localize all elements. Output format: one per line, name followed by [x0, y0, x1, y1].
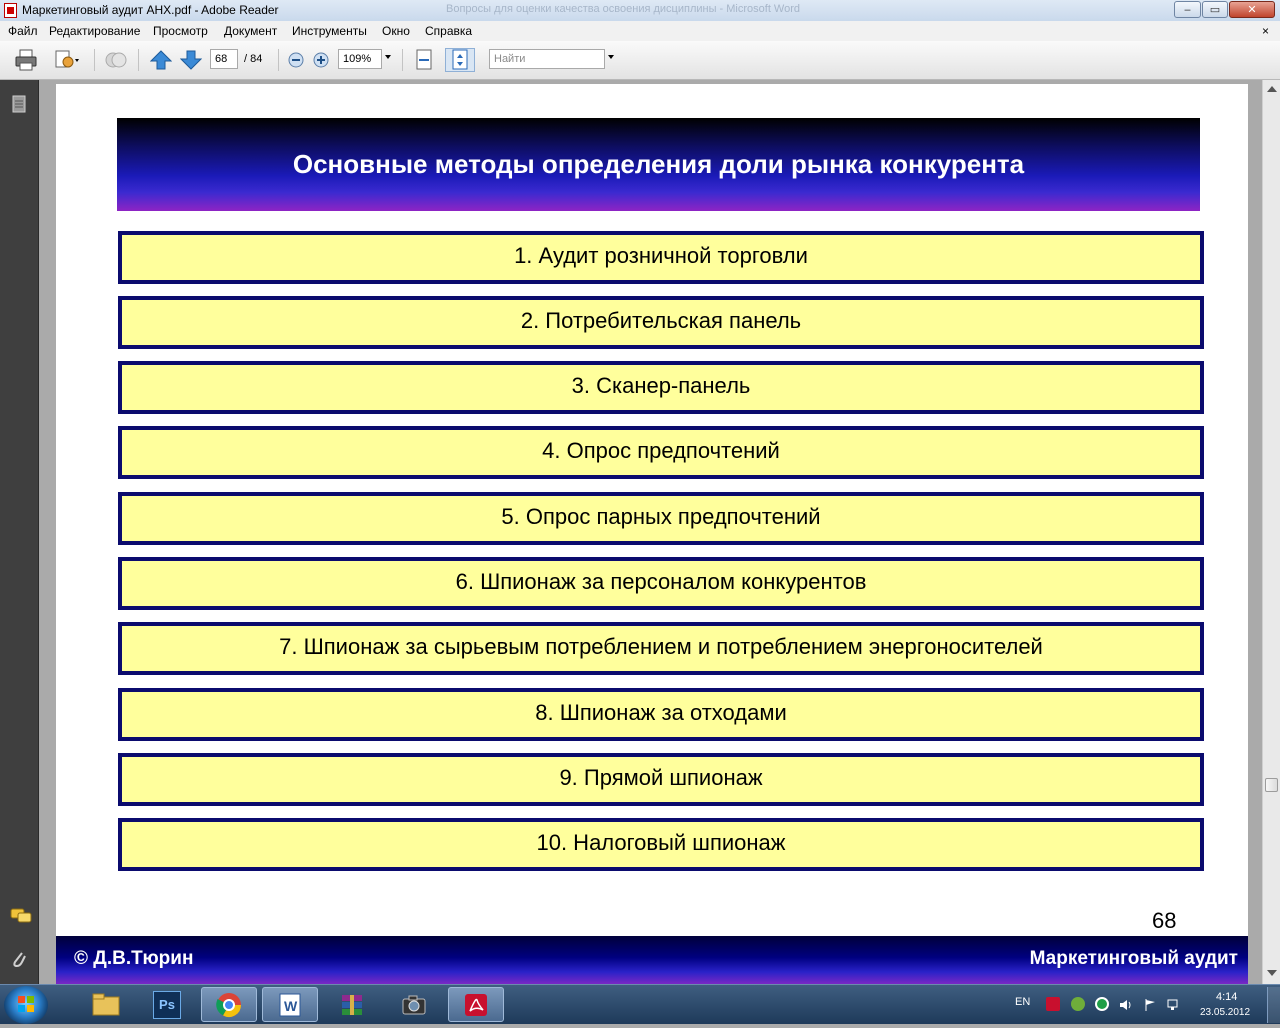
- folder-icon: [90, 991, 122, 1019]
- toolbar-separator: [402, 49, 403, 71]
- language-indicator[interactable]: EN: [1015, 996, 1031, 1008]
- method-item: 7. Шпионаж за сырьевым потреблением и потреблением энергоносителей: [118, 622, 1204, 675]
- chrome-icon: [215, 991, 243, 1019]
- taskbar-winrar[interactable]: [324, 987, 380, 1022]
- printer-icon: [14, 49, 38, 71]
- find-dropdown-arrow-icon[interactable]: [608, 55, 614, 59]
- collaborate-button[interactable]: [102, 48, 130, 72]
- zoom-out-button[interactable]: [286, 48, 306, 72]
- document-review-icon: [54, 49, 80, 71]
- close-button[interactable]: ✕: [1229, 1, 1275, 18]
- show-desktop-button[interactable]: [1267, 987, 1280, 1023]
- zoom-dropdown-arrow-icon[interactable]: [385, 55, 391, 59]
- arrow-up-icon: [150, 49, 172, 71]
- zoom-level-input[interactable]: 109%: [338, 49, 382, 69]
- minimize-button[interactable]: ‒: [1174, 1, 1201, 18]
- action-center-flag-icon[interactable]: [1143, 997, 1157, 1011]
- fit-width-icon: [414, 49, 434, 71]
- page-count-label: / 84: [244, 53, 263, 65]
- footer-course: Маркетинговый аудит: [1029, 948, 1238, 969]
- pages-icon: [10, 94, 28, 114]
- arrow-down-icon: [180, 49, 202, 71]
- paperclip-icon: [10, 948, 28, 970]
- taskbar-explorer[interactable]: [78, 987, 134, 1022]
- menu-window[interactable]: Окно: [382, 24, 410, 38]
- tray-status-icon[interactable]: [1095, 997, 1109, 1011]
- fit-width-button[interactable]: [412, 48, 436, 72]
- menu-tools[interactable]: Инструменты: [292, 24, 367, 38]
- scrollbar-thumb[interactable]: [1265, 778, 1278, 792]
- vertical-scrollbar[interactable]: [1262, 80, 1280, 984]
- method-item: 9. Прямой шпионаж: [118, 753, 1204, 806]
- taskbar-chrome[interactable]: [201, 987, 257, 1022]
- network-icon[interactable]: [1167, 997, 1181, 1011]
- window-title-bar: [0, 0, 1280, 22]
- start-button[interactable]: [4, 986, 48, 1024]
- pdf-file-icon: [4, 3, 17, 18]
- toolbar-separator: [94, 49, 95, 71]
- svg-text:W: W: [284, 997, 298, 1014]
- clock-time[interactable]: 4:14: [1216, 991, 1238, 1003]
- menu-view[interactable]: Просмотр: [153, 24, 208, 38]
- document-close-icon[interactable]: ×: [1262, 24, 1270, 38]
- attachments-panel-button[interactable]: [10, 948, 28, 968]
- method-item: 3. Сканер-панель: [118, 361, 1204, 414]
- volume-icon[interactable]: [1119, 997, 1133, 1011]
- taskbar-photoshop[interactable]: [139, 987, 195, 1022]
- find-input[interactable]: Найти: [489, 49, 605, 69]
- zoom-in-button[interactable]: [311, 48, 331, 72]
- menu-edit[interactable]: Редактирование: [49, 24, 141, 38]
- tray-adobe-icon[interactable]: [1046, 997, 1060, 1011]
- slide-footer: [56, 936, 1248, 984]
- menu-file[interactable]: Файл: [8, 24, 38, 38]
- method-item: 10. Налоговый шпионаж: [118, 818, 1204, 871]
- previous-page-button[interactable]: [149, 48, 173, 72]
- fit-page-icon: [450, 49, 470, 71]
- background-window-title: Вопросы для оценки качества освоения дисциплины - Microsoft Word: [446, 3, 801, 15]
- next-page-button[interactable]: [179, 48, 203, 72]
- method-item: 2. Потребительская панель: [118, 296, 1204, 349]
- toolbar-separator: [278, 49, 279, 71]
- tray-recycle-icon[interactable]: [1071, 997, 1085, 1011]
- zoom-in-icon: [313, 52, 329, 68]
- method-item: 1. Аудит розничной торговли: [118, 231, 1204, 284]
- toolbar-separator: [138, 49, 139, 71]
- navigation-pane: [0, 80, 39, 984]
- method-item: 8. Шпионаж за отходами: [118, 688, 1204, 741]
- taskbar-adobe-reader[interactable]: [448, 987, 504, 1022]
- taskbar-word[interactable]: [262, 987, 318, 1022]
- slide-title: Основные методы определения доли рынка конкурента: [117, 118, 1200, 211]
- taskbar-camera[interactable]: [386, 987, 442, 1022]
- photoshop-icon: Ps: [153, 991, 181, 1019]
- clock-date[interactable]: 23.05.2012: [1200, 1007, 1251, 1018]
- winrar-icon: [338, 991, 366, 1019]
- taskbar: [0, 984, 1280, 1024]
- windows-logo-icon: [4, 986, 48, 1024]
- adobe-reader-icon: [462, 991, 490, 1019]
- method-item: 4. Опрос предпочтений: [118, 426, 1204, 479]
- print-button[interactable]: [13, 48, 39, 72]
- page-number-input[interactable]: 68: [210, 49, 238, 69]
- fit-page-button[interactable]: [445, 48, 475, 72]
- review-button[interactable]: [48, 48, 86, 72]
- maximize-button[interactable]: ▭: [1202, 1, 1228, 18]
- scroll-down-arrow-icon[interactable]: [1267, 970, 1277, 976]
- camera-icon: [400, 991, 428, 1019]
- word-icon: [276, 991, 304, 1019]
- menu-document[interactable]: Документ: [224, 24, 278, 38]
- pages-panel-button[interactable]: [10, 94, 28, 114]
- menu-help[interactable]: Справка: [425, 24, 473, 38]
- share-icon: [104, 49, 128, 71]
- scroll-up-arrow-icon[interactable]: [1267, 86, 1277, 92]
- zoom-out-icon: [288, 52, 304, 68]
- menu-bar: [0, 21, 1280, 41]
- comments-panel-button[interactable]: [10, 906, 28, 926]
- footer-author: © Д.В.Тюрин: [74, 948, 194, 969]
- method-item: 6. Шпионаж за персоналом конкурентов: [118, 557, 1204, 610]
- toolbar: [0, 41, 1280, 80]
- slide-page-number: 68: [1152, 908, 1177, 933]
- comments-icon: [10, 906, 32, 926]
- window-title: Маркетинговый аудит АНХ.pdf - Adobe Reader: [22, 3, 279, 17]
- method-item: 5. Опрос парных предпочтений: [118, 492, 1204, 545]
